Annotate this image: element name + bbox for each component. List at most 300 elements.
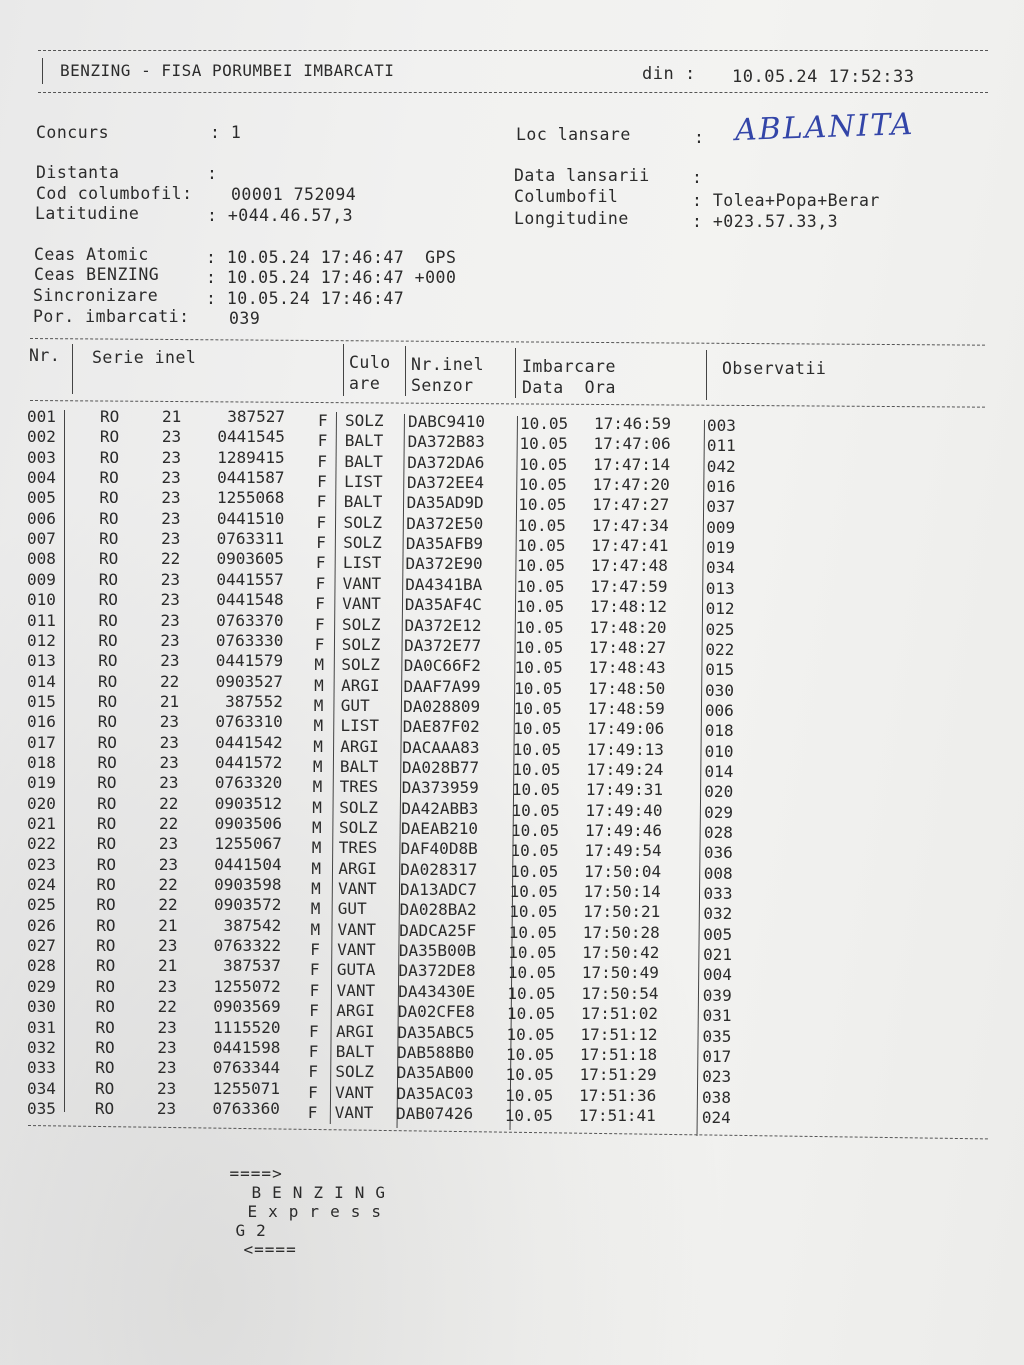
country-code: RO bbox=[99, 488, 119, 508]
col-sep-culo bbox=[343, 344, 344, 396]
basket-date: 10.05 bbox=[504, 1105, 553, 1125]
sensor-id: DAB07426 bbox=[396, 1103, 474, 1123]
observation: 031 bbox=[702, 1006, 732, 1026]
loc-lansare-label: Loc lansare bbox=[516, 125, 631, 144]
color: SOLZ bbox=[341, 634, 381, 654]
ring-year: 23 bbox=[161, 508, 181, 528]
basket-time: 17:46:59 bbox=[594, 414, 672, 433]
header-senzor: Senzor bbox=[411, 376, 474, 395]
country-code: RO bbox=[95, 1037, 115, 1057]
observation: 028 bbox=[704, 823, 733, 842]
observation: 005 bbox=[703, 924, 733, 944]
ring-year: 23 bbox=[156, 1098, 177, 1118]
sensor-id: DACAAA83 bbox=[402, 737, 480, 757]
country-code: RO bbox=[97, 752, 117, 772]
row-number: 011 bbox=[27, 610, 56, 630]
row-number: 001 bbox=[27, 407, 56, 426]
ring-number: 387552 bbox=[225, 691, 283, 711]
cod-columbofil-value: 00001 752094 bbox=[231, 185, 357, 204]
row-number: 009 bbox=[27, 569, 56, 589]
ring-number: 0763370 bbox=[216, 610, 284, 630]
header-din-label: din : bbox=[642, 64, 696, 84]
sex: F bbox=[316, 533, 326, 553]
sensor-id: DA35AB00 bbox=[396, 1063, 474, 1083]
color: LIST bbox=[340, 716, 380, 736]
ring-number: 0441557 bbox=[216, 569, 284, 589]
basket-time: 17:48:27 bbox=[589, 637, 667, 657]
ring-number: 1255067 bbox=[214, 834, 282, 854]
observation: 017 bbox=[702, 1046, 732, 1066]
color: SOLZ bbox=[335, 1062, 374, 1082]
basket-date: 10.05 bbox=[508, 943, 557, 963]
sensor-id: DAB588B0 bbox=[397, 1042, 475, 1062]
basket-time: 17:49:06 bbox=[587, 719, 665, 739]
ring-number: 0763360 bbox=[212, 1098, 280, 1118]
col-sep-senzor bbox=[405, 346, 406, 396]
country-code: RO bbox=[97, 732, 117, 752]
sensor-id: DA372EE4 bbox=[406, 473, 485, 493]
basket-date: 10.05 bbox=[506, 1044, 555, 1064]
ceas-atomic-value: : 10.05.24 17:46:47 GPS bbox=[206, 248, 457, 267]
country-code: RO bbox=[97, 691, 118, 711]
basket-time: 17:49:54 bbox=[584, 841, 662, 861]
sex: M bbox=[314, 675, 324, 695]
table-row bbox=[0, 875, 1024, 904]
basket-date: 10.05 bbox=[512, 759, 561, 779]
ring-year: 23 bbox=[160, 569, 181, 589]
ring-year: 23 bbox=[157, 976, 178, 996]
country-code: RO bbox=[95, 956, 116, 976]
cod-columbofil-label: Cod columbofil: bbox=[36, 184, 193, 203]
ring-year: 23 bbox=[157, 1037, 177, 1057]
row-number: 033 bbox=[27, 1058, 56, 1078]
ring-year: 22 bbox=[158, 875, 178, 895]
sensor-id: DAE87F02 bbox=[402, 717, 480, 737]
basket-time: 17:48:20 bbox=[589, 617, 667, 637]
basket-date: 10.05 bbox=[514, 658, 563, 678]
ring-year: 23 bbox=[158, 936, 178, 956]
sex: F bbox=[309, 960, 320, 980]
basket-date: 10.05 bbox=[518, 475, 567, 495]
sex: F bbox=[315, 594, 325, 614]
ring-number: 0903572 bbox=[213, 895, 282, 915]
sensor-id: DA35AF4C bbox=[404, 595, 482, 615]
header-nr: Nr. bbox=[29, 346, 61, 365]
country-code: RO bbox=[98, 549, 119, 569]
table-row bbox=[0, 976, 1024, 1005]
observation: 021 bbox=[703, 945, 733, 965]
observation: 018 bbox=[704, 721, 734, 741]
table-row bbox=[0, 590, 1024, 619]
color: VANT bbox=[338, 879, 377, 899]
color: BALT bbox=[344, 431, 384, 451]
sensor-id: DA35B00B bbox=[398, 941, 476, 961]
table-row bbox=[0, 651, 1024, 680]
sensor-id: DA13ADC7 bbox=[399, 880, 478, 900]
row-number: 005 bbox=[27, 488, 56, 508]
basket-date: 10.05 bbox=[505, 1065, 554, 1085]
row-number: 024 bbox=[27, 875, 56, 895]
sex: M bbox=[312, 818, 322, 837]
country-code: RO bbox=[97, 712, 118, 732]
ring-number: 0441504 bbox=[214, 854, 282, 874]
sensor-id: DA372E90 bbox=[405, 554, 483, 574]
sex: F bbox=[316, 512, 327, 532]
basket-time: 17:47:14 bbox=[593, 454, 671, 474]
country-code: RO bbox=[99, 447, 119, 467]
ring-number: 387537 bbox=[223, 956, 281, 976]
ring-year: 22 bbox=[157, 997, 177, 1017]
table-row bbox=[0, 712, 1024, 741]
observation: 016 bbox=[706, 477, 736, 497]
por-imbarcati-value: 039 bbox=[229, 309, 261, 328]
color: SOLZ bbox=[339, 818, 378, 837]
ring-number: 0763311 bbox=[216, 529, 285, 549]
table-row bbox=[0, 610, 1024, 639]
sex: M bbox=[313, 716, 324, 736]
basket-time: 17:51:41 bbox=[578, 1105, 656, 1125]
sensor-id: DADCA25F bbox=[399, 920, 477, 940]
footer-right-arrow: <==== bbox=[243, 1240, 297, 1259]
sex: F bbox=[310, 940, 320, 960]
basket-date: 10.05 bbox=[516, 576, 565, 596]
sex: M bbox=[312, 777, 323, 797]
header-top-rule bbox=[38, 50, 988, 51]
country-code: RO bbox=[98, 651, 118, 671]
color: BALT bbox=[335, 1041, 375, 1061]
basket-time: 17:47:34 bbox=[591, 515, 669, 535]
country-code: RO bbox=[95, 1078, 115, 1098]
col-sep-imbarcare bbox=[515, 348, 516, 398]
table-row bbox=[0, 915, 1024, 944]
row-number: 021 bbox=[27, 814, 56, 833]
row-number: 027 bbox=[27, 936, 56, 956]
table-row bbox=[0, 1098, 1024, 1127]
ring-number: 1255072 bbox=[213, 976, 281, 996]
table-row bbox=[0, 488, 1024, 517]
footer-brand: BENZING bbox=[251, 1183, 396, 1202]
row-number: 020 bbox=[27, 793, 56, 813]
columbofil-value: : Tolea+Popa+Berar bbox=[692, 191, 880, 210]
table-row bbox=[0, 671, 1024, 700]
table-row bbox=[0, 895, 1024, 924]
sex: F bbox=[314, 634, 325, 654]
sensor-id: DA02CFE8 bbox=[397, 1002, 475, 1022]
latitudine-value: : +044.46.57,3 bbox=[207, 206, 354, 225]
row-number: 014 bbox=[27, 671, 56, 691]
header-observatii: Observatii bbox=[722, 359, 827, 378]
observation: 012 bbox=[705, 599, 735, 619]
basket-date: 10.05 bbox=[509, 902, 558, 922]
row-number: 023 bbox=[27, 854, 56, 874]
observation: 020 bbox=[704, 782, 734, 802]
basket-time: 17:51:12 bbox=[580, 1024, 658, 1044]
sensor-id: DABC9410 bbox=[408, 412, 486, 431]
sensor-id: DA372E50 bbox=[406, 513, 484, 533]
table-row bbox=[0, 732, 1024, 761]
color: LIST bbox=[344, 472, 383, 492]
basket-date: 10.05 bbox=[520, 414, 569, 433]
observation: 042 bbox=[706, 456, 736, 476]
observation: 004 bbox=[702, 965, 732, 985]
basket-date: 10.05 bbox=[519, 434, 568, 454]
observation: 035 bbox=[702, 1026, 732, 1046]
row-number: 032 bbox=[27, 1037, 56, 1057]
basket-date: 10.05 bbox=[511, 800, 560, 820]
sex: M bbox=[310, 899, 321, 919]
basket-time: 17:47:59 bbox=[590, 576, 668, 596]
header-are: are bbox=[349, 374, 381, 393]
sensor-id: DA0C66F2 bbox=[403, 656, 481, 676]
basket-date: 10.05 bbox=[512, 739, 561, 759]
ring-number: 0903527 bbox=[215, 671, 284, 691]
basket-date: 10.05 bbox=[515, 637, 564, 657]
ring-number: 0441542 bbox=[215, 732, 283, 752]
ring-number: 0441598 bbox=[212, 1037, 281, 1057]
columbofil-label: Columbofil bbox=[514, 187, 619, 206]
col-sep-nr bbox=[72, 344, 73, 394]
sex: F bbox=[308, 1062, 319, 1082]
basket-date: 10.05 bbox=[506, 1004, 556, 1024]
sex: F bbox=[316, 492, 327, 512]
sex: M bbox=[311, 879, 321, 899]
ring-year: 22 bbox=[160, 671, 180, 691]
basket-time: 17:47:48 bbox=[590, 556, 668, 576]
sex: M bbox=[310, 919, 321, 939]
ring-year: 23 bbox=[157, 1058, 177, 1078]
row-number: 003 bbox=[27, 447, 56, 467]
row-number: 019 bbox=[27, 773, 56, 793]
color: TRES bbox=[339, 777, 379, 797]
country-code: RO bbox=[98, 671, 118, 691]
header-data-ora: Data Ora bbox=[522, 378, 616, 397]
basket-time: 17:48:59 bbox=[587, 698, 665, 718]
sensor-id: DA35AC03 bbox=[396, 1083, 474, 1103]
basket-date: 10.05 bbox=[507, 963, 557, 983]
country-code: RO bbox=[99, 529, 119, 549]
sex: M bbox=[311, 838, 322, 858]
sensor-id: DA372E12 bbox=[404, 615, 482, 635]
basket-time: 17:49:31 bbox=[585, 780, 663, 800]
observation: 033 bbox=[703, 884, 733, 904]
ring-year: 22 bbox=[159, 793, 179, 813]
table-row bbox=[0, 814, 1024, 842]
sensor-id: DAF40D8B bbox=[400, 839, 478, 859]
ring-number: 1255071 bbox=[212, 1078, 281, 1098]
row-number: 008 bbox=[27, 549, 56, 569]
country-code: RO bbox=[100, 407, 120, 426]
sensor-id: DA372B83 bbox=[407, 432, 485, 452]
row-number: 034 bbox=[27, 1078, 56, 1098]
color: SOLZ bbox=[343, 533, 382, 553]
ring-year: 23 bbox=[158, 834, 179, 854]
ring-number: 0903569 bbox=[213, 997, 281, 1017]
country-code: RO bbox=[96, 875, 116, 895]
table-row bbox=[0, 468, 1024, 497]
sensor-id: DA4341BA bbox=[405, 574, 483, 594]
ring-number: 0763330 bbox=[215, 630, 284, 650]
color: ARGI bbox=[341, 675, 380, 695]
sex: M bbox=[313, 695, 324, 715]
table-row bbox=[0, 936, 1024, 965]
ring-year: 23 bbox=[157, 1017, 177, 1037]
basket-time: 17:50:04 bbox=[584, 861, 662, 881]
ring-number: 0903506 bbox=[214, 814, 282, 833]
row-number: 006 bbox=[27, 508, 56, 528]
color: GUT bbox=[340, 695, 370, 715]
sensor-id: DA35AFB9 bbox=[405, 534, 483, 554]
row-number: 016 bbox=[27, 712, 56, 732]
observation: 023 bbox=[702, 1067, 732, 1087]
country-code: RO bbox=[95, 1058, 115, 1078]
ring-year: 23 bbox=[159, 712, 180, 732]
basket-time: 17:47:27 bbox=[592, 495, 670, 515]
color: GUTA bbox=[336, 960, 376, 980]
sex: F bbox=[315, 573, 326, 593]
table-row bbox=[0, 1037, 1024, 1066]
color: SOLZ bbox=[342, 614, 381, 634]
basket-time: 17:51:18 bbox=[580, 1044, 658, 1064]
basket-date: 10.05 bbox=[515, 617, 564, 637]
basket-time: 17:47:41 bbox=[591, 536, 669, 556]
observation: 015 bbox=[705, 660, 735, 680]
basket-time: 17:48:43 bbox=[588, 658, 666, 678]
sensor-id: DAAF7A99 bbox=[403, 676, 481, 696]
ring-year: 23 bbox=[160, 651, 180, 671]
table-row bbox=[0, 834, 1024, 863]
sex: F bbox=[309, 980, 320, 1000]
ring-year: 23 bbox=[161, 468, 181, 488]
table-row bbox=[0, 569, 1024, 598]
row-number: 026 bbox=[27, 915, 56, 935]
basket-date: 10.05 bbox=[518, 495, 567, 515]
ring-number: 0441545 bbox=[217, 427, 285, 447]
data-lansarii-label: Data lansarii bbox=[514, 166, 650, 185]
table-row bbox=[0, 407, 1024, 435]
sex: F bbox=[308, 1082, 318, 1102]
basket-date: 10.05 bbox=[517, 515, 566, 535]
footer-product: Express bbox=[247, 1202, 392, 1221]
ring-number: 0441587 bbox=[217, 468, 285, 488]
color: TRES bbox=[338, 838, 378, 858]
sincronizare-label: Sincronizare bbox=[33, 286, 159, 305]
ring-year: 23 bbox=[161, 529, 181, 549]
table-bottom-rule bbox=[28, 1125, 988, 1139]
basket-time: 17:47:06 bbox=[593, 434, 671, 454]
basket-date: 10.05 bbox=[506, 1024, 555, 1044]
ceas-atomic-label: Ceas Atomic bbox=[34, 245, 149, 264]
basket-date: 10.05 bbox=[505, 1085, 554, 1105]
header-datetime: 10.05.24 17:52:33 bbox=[732, 67, 915, 87]
color: LIST bbox=[342, 553, 382, 573]
sex: M bbox=[314, 655, 325, 675]
color: VANT bbox=[337, 940, 376, 960]
observation: 011 bbox=[706, 436, 736, 456]
ring-number: 1289415 bbox=[217, 447, 285, 467]
country-code: RO bbox=[96, 915, 116, 935]
table-row bbox=[0, 447, 1024, 476]
color: VANT bbox=[342, 594, 381, 614]
observation: 038 bbox=[702, 1087, 731, 1107]
color: SOLZ bbox=[341, 655, 380, 675]
ring-number: 1115520 bbox=[213, 1017, 281, 1037]
basket-date: 10.05 bbox=[510, 841, 559, 861]
ring-year: 23 bbox=[160, 630, 180, 650]
country-code: RO bbox=[95, 997, 115, 1017]
ring-year: 22 bbox=[158, 895, 178, 915]
sensor-id: DA028B77 bbox=[402, 757, 480, 777]
sex: F bbox=[317, 431, 328, 451]
ring-year: 23 bbox=[161, 488, 181, 508]
row-number: 030 bbox=[27, 997, 56, 1017]
observation: 036 bbox=[703, 843, 733, 863]
ring-number: 0903605 bbox=[216, 549, 284, 569]
basket-date: 10.05 bbox=[514, 678, 563, 698]
country-code: RO bbox=[95, 1017, 115, 1037]
header-left-border bbox=[42, 58, 43, 84]
ring-year: 22 bbox=[160, 549, 181, 569]
table-row bbox=[0, 427, 1024, 456]
ring-number: 0903512 bbox=[214, 793, 283, 813]
country-code: RO bbox=[98, 569, 119, 589]
row-number: 028 bbox=[27, 956, 56, 976]
header-culo: Culo bbox=[349, 353, 391, 372]
country-code: RO bbox=[96, 936, 116, 956]
row-number: 029 bbox=[27, 976, 56, 996]
sensor-id: DA373959 bbox=[401, 778, 479, 798]
color: SOLZ bbox=[343, 512, 383, 532]
sensor-id: DA372E77 bbox=[404, 635, 482, 655]
basket-time: 17:49:46 bbox=[585, 821, 663, 840]
basket-time: 17:50:21 bbox=[583, 902, 661, 922]
ring-number: 0441579 bbox=[215, 651, 284, 671]
observation: 029 bbox=[704, 802, 734, 822]
country-code: RO bbox=[98, 630, 118, 650]
table-row bbox=[0, 793, 1024, 822]
row-number: 002 bbox=[27, 427, 56, 447]
basket-time: 17:51:36 bbox=[579, 1085, 657, 1105]
country-code: RO bbox=[97, 793, 117, 813]
ring-year: 22 bbox=[159, 814, 179, 833]
longitudine-label: Longitudine bbox=[514, 209, 629, 228]
basket-date: 10.05 bbox=[507, 983, 556, 1003]
ring-year: 21 bbox=[162, 407, 182, 426]
loc-lansare-sep: : bbox=[694, 128, 705, 147]
country-code: RO bbox=[97, 814, 117, 833]
footer-model: G2 bbox=[235, 1221, 277, 1240]
basket-time: 17:50:54 bbox=[581, 983, 659, 1003]
observation: 025 bbox=[705, 619, 735, 639]
country-code: RO bbox=[99, 468, 119, 488]
sex: F bbox=[315, 553, 326, 573]
table-row bbox=[0, 1017, 1024, 1046]
sincronizare-value: : 10.05.24 17:46:47 bbox=[206, 289, 405, 308]
data-lansarii-value: : bbox=[692, 168, 703, 187]
row-number: 010 bbox=[27, 590, 56, 610]
ring-number: 0763310 bbox=[215, 712, 283, 732]
color: VANT bbox=[335, 1082, 374, 1102]
sensor-id: DA372DE8 bbox=[398, 961, 476, 981]
country-code: RO bbox=[96, 895, 116, 915]
row-number: 004 bbox=[27, 468, 56, 488]
table-row bbox=[0, 529, 1024, 558]
basket-date: 10.05 bbox=[508, 922, 557, 942]
ring-number: 1255068 bbox=[216, 488, 285, 508]
basket-time: 17:51:29 bbox=[579, 1065, 657, 1085]
country-code: RO bbox=[96, 834, 117, 854]
basket-date: 10.05 bbox=[517, 536, 566, 556]
latitudine-label: Latitudine bbox=[35, 204, 140, 223]
